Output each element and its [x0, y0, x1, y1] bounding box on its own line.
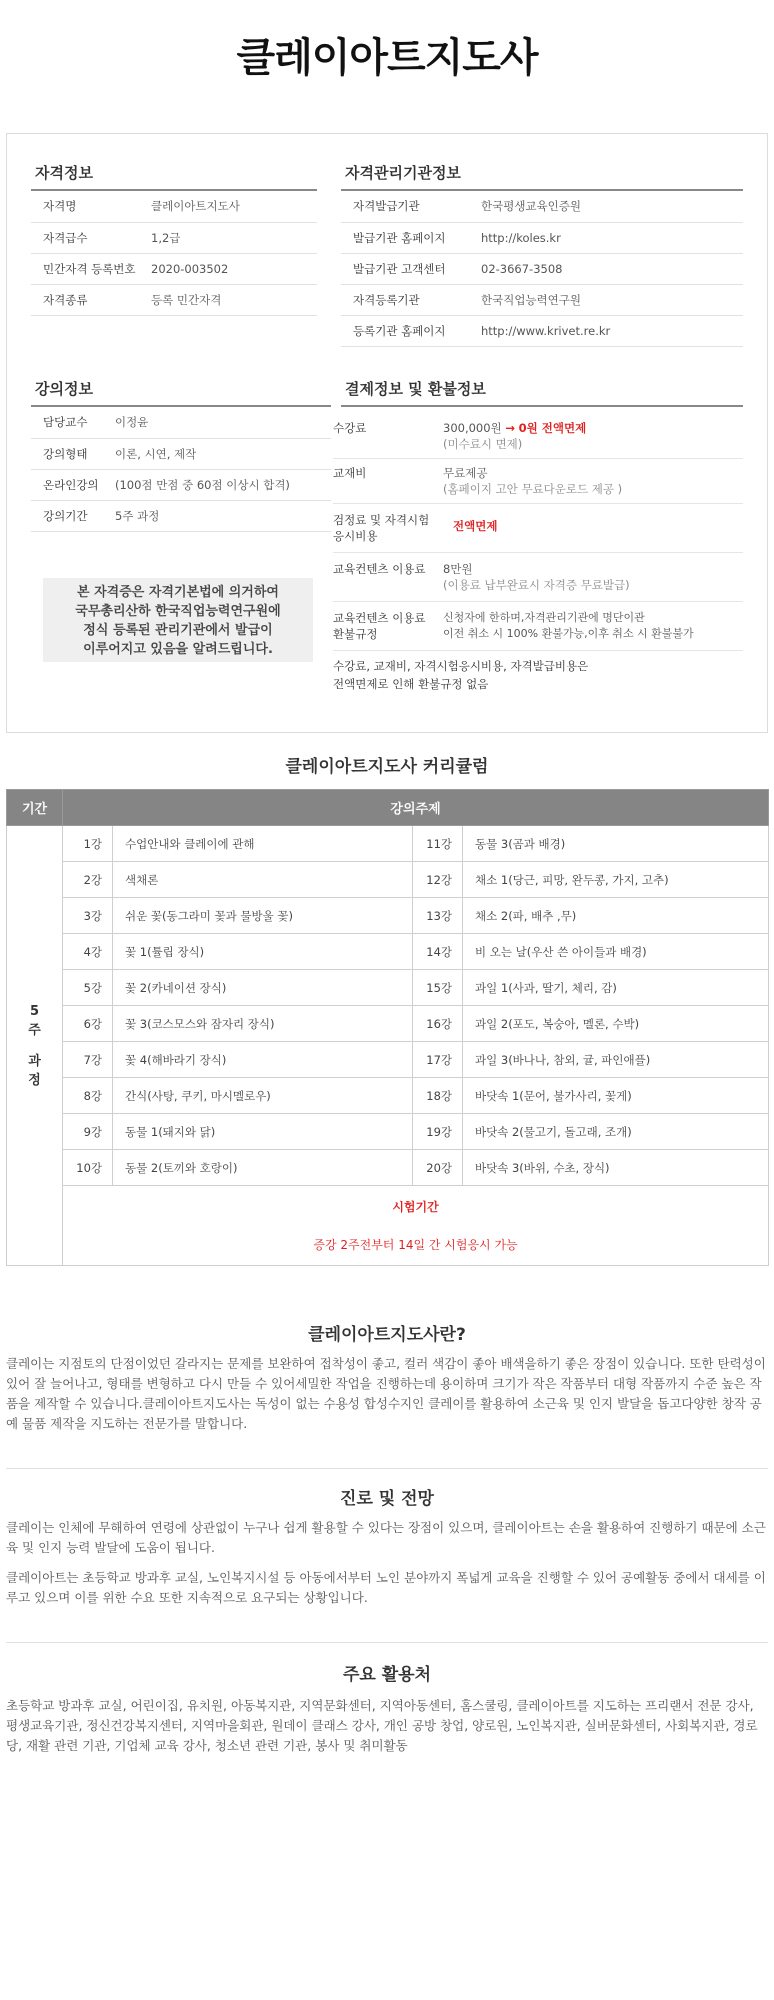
table-row: [31, 222, 317, 253]
value: 클레이아트지도사: [151, 191, 317, 222]
table-row: [31, 469, 331, 500]
exam-fee-label-line: 검정료 및 자격시험: [333, 513, 430, 527]
lesson-number: 3강: [63, 898, 113, 934]
period-cell: [7, 826, 63, 1266]
refund-label-line: 교육컨텐츠 이용료: [333, 611, 426, 625]
period-text: 과: [28, 1053, 41, 1069]
lesson-topic: 꽃 4(해바라기 장식): [113, 1042, 413, 1078]
lesson-topic: 바닷속 2(물고기, 돌고래, 조개): [463, 1114, 769, 1150]
exam-fee-value: 전액면제: [453, 519, 498, 533]
lesson-number: 10강: [63, 1150, 113, 1186]
value: 한국직업능력연구원: [481, 284, 743, 315]
usage-text: 초등학교 방과후 교실, 어린이집, 유치원, 아동복지관, 지역문화센터, 지역아동센터, 홈스쿨링, 클레이아트를 지도하는 프리랜서 전문 강사, 평생교육기관, 정신건강복지센터, 지역마을회관, 원데이 클래스 강사, 개인 공방 창업, 양로원, 노인복지관, 실버문화센터, 사회복지관, 경로당, 재활 관련 기관, 기업체 교육 강사, 청소년 관련 기관, 봉사 및 취미활동: [6, 1698, 758, 1753]
lesson-topic: 바닷속 3(바위, 수초, 장식): [463, 1150, 769, 1186]
table-row: [7, 898, 769, 934]
label: 자격발급기관: [341, 191, 481, 222]
table-row: [341, 315, 743, 346]
tuition-free: 0원 전액면제: [518, 421, 587, 435]
tuition-sub: (미수료시 면제): [443, 437, 523, 451]
lesson-number: 9강: [63, 1114, 113, 1150]
label: 등록기관 홈페이지: [341, 315, 481, 346]
lesson-number: 4강: [63, 934, 113, 970]
table-row: [7, 1114, 769, 1150]
refund-note: [333, 651, 743, 693]
material-sub: (홈페이지 고안 무료다운로드 제공 ): [443, 482, 623, 496]
refund-note-line: 수강료, 교재비, 자격시험응시비용, 자격발급비용은: [333, 659, 589, 673]
curriculum-header-row: [7, 790, 769, 826]
lesson-topic: 간식(사탕, 쿠키, 마시멜로우): [113, 1078, 413, 1114]
exam-desc: 증강 2주전부터 14일 간 시험응시 가능: [313, 1237, 518, 1252]
lesson-number: 13강: [413, 898, 463, 934]
value: 1,2급: [151, 222, 317, 253]
refund-value-line: 이전 취소 시 100% 환불가능,이후 취소 시 환불불가: [443, 627, 694, 640]
divider: [6, 1468, 768, 1469]
table-row: [31, 438, 331, 469]
content-fee-label: 교육컨텐츠 이용료: [333, 562, 426, 576]
lesson-number: 16강: [413, 1006, 463, 1042]
lesson-topic: 동물 2(토끼와 호랑이): [113, 1150, 413, 1186]
lecture-table: [31, 407, 331, 532]
lesson-number: 14강: [413, 934, 463, 970]
value: 등록 민간자격: [151, 284, 317, 315]
lesson-number: 5강: [63, 970, 113, 1006]
table-row: [31, 191, 317, 222]
label: 민간자격 등록번호: [31, 253, 151, 284]
payment-section: [341, 378, 743, 407]
qualification-section: [31, 162, 317, 316]
lesson-topic: 동물 3(곰과 배경): [463, 826, 769, 862]
lesson-topic: 꽃 2(카네이션 장식): [113, 970, 413, 1006]
notice-line: 본 자격증은 자격기본법에 의거하여: [77, 585, 279, 600]
table-row: [7, 1078, 769, 1114]
content-fee-sub: (이용료 납부완료시 자격증 무료발급): [443, 578, 630, 592]
value: 이정윤: [115, 407, 331, 438]
lesson-number: 7강: [63, 1042, 113, 1078]
exam-fee-label-line: 응시비용: [333, 529, 378, 543]
table-row: [31, 500, 331, 531]
lesson-topic: 수업안내와 클레이에 관해: [113, 826, 413, 862]
value: 02-3667-3508: [481, 253, 743, 284]
table-row: [7, 1006, 769, 1042]
table-row: [341, 284, 743, 315]
lesson-topic: 과일 1(사과, 딸기, 체리, 감): [463, 970, 769, 1006]
lecture-section: [31, 378, 331, 532]
career-title: 진로 및 전망: [340, 1489, 434, 1509]
table-row: [7, 934, 769, 970]
lesson-topic: 비 오는 날(우산 쓴 아이들과 배경): [463, 934, 769, 970]
lesson-topic: 쉬운 꽃(동그라미 꽃과 물방울 꽃): [113, 898, 413, 934]
table-row: [7, 826, 769, 862]
label: 발급기관 홈페이지: [341, 222, 481, 253]
label: 담당교수: [31, 407, 115, 438]
table-row: [341, 222, 743, 253]
divider: [6, 1642, 768, 1643]
about-text: 클레이는 지점토의 단점이었던 갈라지는 문제를 보완하여 접착성이 좋고, 컬러 색감이 좋아 배색을하기 좋은 장점이 있습니다. 또한 탄력성이 있어 잘 늘어나고, 형태를 변형하고 다시 만들 수 있어세밀한 작업을 진행하는데 용이하며 크기가 작은 작품부터 대형 작품까지 수준 높은 작품을 제작할 수 있습니다.클레이아트지도사는 독성이 없는 수용성 합성수지인 클레이를 활용하여 소근육 및 인지 발달을 돕고다양한 창작 공예 물품 제작을 지도하는 전문가를 말합니다.: [6, 1356, 766, 1431]
table-row: [7, 862, 769, 898]
lesson-number: 1강: [63, 826, 113, 862]
value: 5주 과정: [115, 500, 331, 531]
lesson-topic: 바닷속 1(문어, 불가사리, 꽃게): [463, 1078, 769, 1114]
info-panel: [6, 133, 768, 733]
lesson-number: 19강: [413, 1114, 463, 1150]
arrow-icon: →: [505, 421, 515, 435]
exam-title: 시험기간: [392, 1199, 439, 1214]
period-text: 주: [28, 1022, 41, 1038]
refund-note-line: 전액면제로 인해 환불규정 없음: [333, 677, 489, 691]
payment-list: [333, 414, 743, 693]
lesson-number: 17강: [413, 1042, 463, 1078]
page-title: 클레이아트지도사: [236, 35, 538, 81]
table-row: [341, 253, 743, 284]
notice-box: [43, 578, 313, 662]
refund-label: [333, 610, 443, 642]
refund-label-line: 환불규정: [333, 627, 378, 641]
label: 강의기간: [31, 500, 115, 531]
refund-row: [333, 602, 743, 651]
lesson-topic: 동물 1(돼지와 닭): [113, 1114, 413, 1150]
about-title: 클레이아트지도사란?: [308, 1325, 466, 1345]
lesson-number: 6강: [63, 1006, 113, 1042]
content-fee-row: [333, 553, 743, 602]
lesson-topic: 과일 3(바나나, 참외, 귤, 파인애플): [463, 1042, 769, 1078]
header-period: 기간: [7, 790, 63, 826]
table-row: [7, 1150, 769, 1186]
qualification-table: [31, 191, 317, 316]
header-topic: 강의주제: [63, 790, 769, 826]
label: 강의형태: [31, 438, 115, 469]
lesson-number: 12강: [413, 862, 463, 898]
notice-line: 국무총리산하 한국직업능력연구원에: [75, 604, 281, 619]
label: 자격종류: [31, 284, 151, 315]
table-row: [31, 284, 317, 315]
table-row: [7, 1042, 769, 1078]
organization-title: 자격관리기관정보: [341, 162, 743, 191]
registry-homepage-link[interactable]: http://www.krivet.re.kr: [481, 315, 743, 346]
label: 자격명: [31, 191, 151, 222]
table-row: [7, 970, 769, 1006]
lesson-topic: 과일 2(포도, 복숭아, 멜론, 수박): [463, 1006, 769, 1042]
homepage-link[interactable]: http://koles.kr: [481, 222, 743, 253]
content-fee-value: 8만원: [443, 562, 473, 576]
table-row: [31, 253, 317, 284]
exam-fee-row: [333, 504, 743, 553]
label: 발급기관 고객센터: [341, 253, 481, 284]
lesson-number: 20강: [413, 1150, 463, 1186]
material-value: 무료제공: [443, 466, 488, 480]
curriculum-title: 클레이아트지도사 커리큘럼: [285, 757, 489, 777]
lesson-number: 2강: [63, 862, 113, 898]
label: 온라인강의: [31, 469, 115, 500]
lesson-topic: 꽃 3(코스모스와 잠자리 장식): [113, 1006, 413, 1042]
lesson-number: 18강: [413, 1078, 463, 1114]
lesson-topic: 꽃 1(튤립 장식): [113, 934, 413, 970]
value: 2020-003502: [151, 253, 317, 284]
organization-section: [341, 162, 743, 347]
career-text-2: 클레이아트는 초등학교 방과후 교실, 노인복지시설 등 아동에서부터 노인 분야까지 폭넓게 교육을 진행할 수 있어 공예활동 중에서 대세를 이루고 있으며 이를 위한 수요 또한 지속적으로 요구되는 상황입니다.: [6, 1570, 766, 1605]
curriculum-table: [6, 789, 769, 1266]
notice-line: 이루어지고 있음을 알려드립니다.: [83, 642, 273, 657]
exam-row: [7, 1186, 769, 1266]
lesson-number: 8강: [63, 1078, 113, 1114]
label: 자격급수: [31, 222, 151, 253]
exam-fee-label: [333, 512, 453, 544]
material-row: [333, 459, 743, 504]
table-row: [31, 407, 331, 438]
career-text-1: 클레이는 인체에 무해하여 연령에 상관없이 누구나 쉽게 활용할 수 있다는 장점이 있으며, 클레이아트는 손을 활용하여 진행하기 때문에 소근육 및 인지 능력 발달에 도움이 됩니다.: [6, 1520, 766, 1555]
exam-cell: [63, 1186, 769, 1266]
table-row: [341, 191, 743, 222]
period-text: 5: [29, 1003, 40, 1019]
qualification-title: 자격정보: [31, 162, 317, 191]
refund-value-line: 신청자에 한하며,자격관리기관에 명단이관: [443, 611, 645, 624]
tuition-row: [333, 414, 743, 459]
tuition-price: 300,000원: [443, 421, 502, 435]
material-label: 교재비: [333, 466, 367, 480]
payment-title: 결제정보 및 환불정보: [341, 378, 743, 407]
notice-line: 정식 등록된 관리기관에서 발급이: [83, 623, 273, 638]
period-text: 정: [28, 1072, 41, 1088]
tuition-label: 수강료: [333, 421, 367, 435]
organization-table: [341, 191, 743, 347]
lesson-topic: 채소 2(파, 배추 ,무): [463, 898, 769, 934]
lesson-topic: 채소 1(당근, 피망, 완두콩, 가지, 고추): [463, 862, 769, 898]
lesson-number: 15강: [413, 970, 463, 1006]
lecture-title: 강의정보: [31, 378, 331, 407]
usage-title: 주요 활용처: [342, 1665, 432, 1685]
label: 자격등록기관: [341, 284, 481, 315]
value: (100점 만점 중 60점 이상시 합격): [115, 469, 331, 500]
value: 한국평생교육인증원: [481, 191, 743, 222]
lesson-number: 11강: [413, 826, 463, 862]
value: 이론, 시연, 제작: [115, 438, 331, 469]
lesson-topic: 색채론: [113, 862, 413, 898]
